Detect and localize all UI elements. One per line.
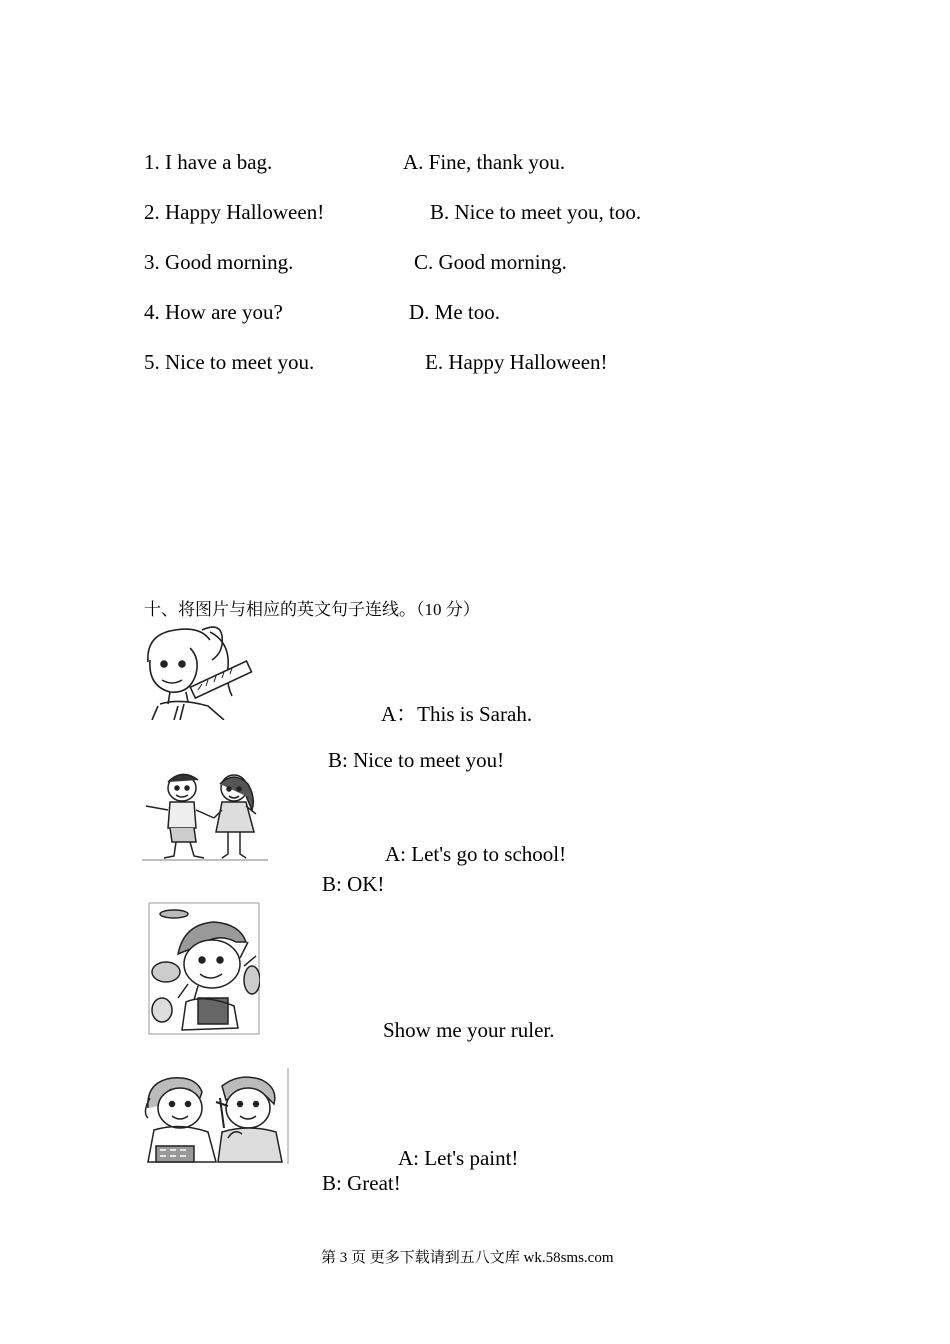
sentence-ok: B: OK! xyxy=(322,872,385,896)
sentence-lets-paint: A: Let's paint! xyxy=(398,1146,519,1170)
answer-b: B. Nice to meet you, too. xyxy=(430,200,642,224)
girl-with-ruler-picture xyxy=(140,622,255,720)
page-footer: 第 3 页 更多下载请到五八文库 wk.58sms.com xyxy=(321,1250,614,1266)
question-2: 2. Happy Halloween! xyxy=(144,200,325,224)
boy-and-girl-picture xyxy=(142,770,268,862)
sentence-nice-to-meet-you: B: Nice to meet you! xyxy=(328,748,505,772)
answer-e: E. Happy Halloween! xyxy=(425,350,608,374)
question-1: 1. I have a bag. xyxy=(144,150,273,174)
children-painting-picture xyxy=(142,1068,290,1166)
sentence-show-me-your-ruler: Show me your ruler. xyxy=(383,1018,555,1042)
answer-a: A. Fine, thank you. xyxy=(403,150,566,174)
sentence-lets-go-to-school: A: Let's go to school! xyxy=(385,842,567,866)
sentence-great: B: Great! xyxy=(322,1171,401,1195)
question-3: 3. Good morning. xyxy=(144,250,294,274)
boy-with-pumpkin-picture xyxy=(148,902,260,1035)
question-5: 5. Nice to meet you. xyxy=(144,350,315,374)
section-heading: 十、将图片与相应的英文句子连线。（10 分） xyxy=(144,600,480,619)
sentence-this-is-sarah: A：This is Sarah. xyxy=(381,702,533,726)
answer-d: D. Me too. xyxy=(409,300,500,324)
answer-c: C. Good morning. xyxy=(414,250,567,274)
question-4: 4. How are you? xyxy=(144,300,283,324)
